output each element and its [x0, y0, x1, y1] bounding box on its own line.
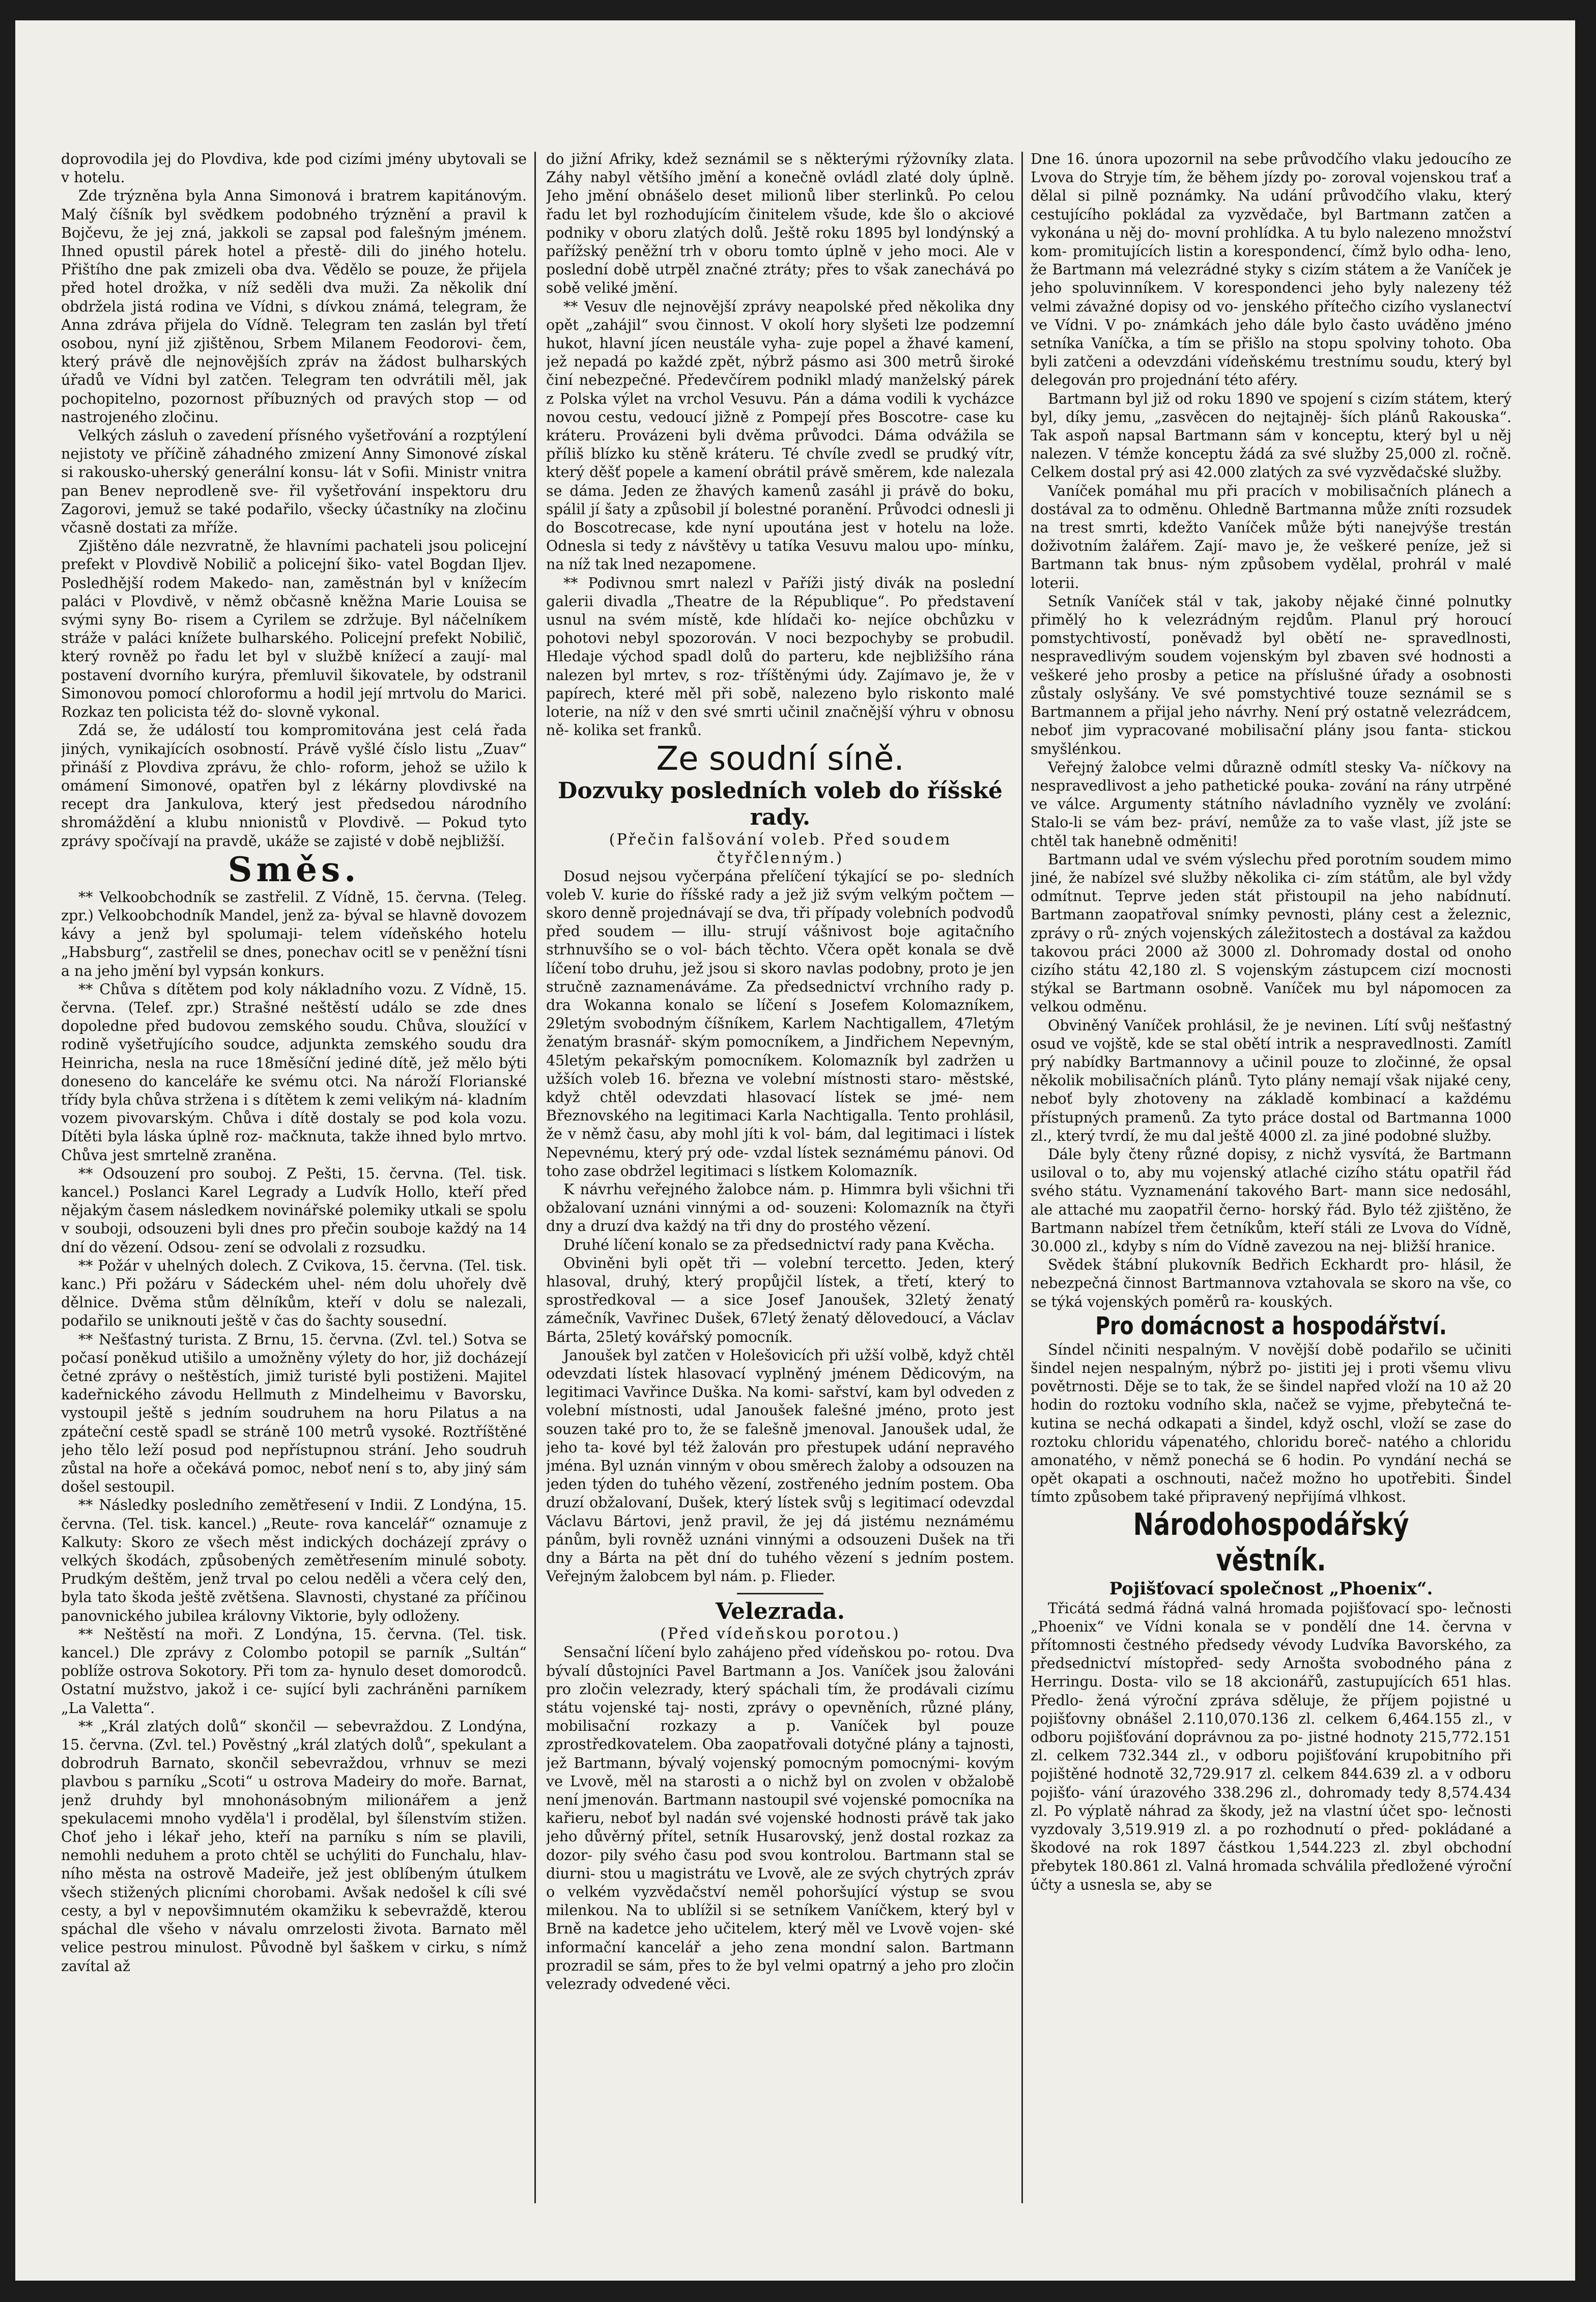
- article-paragraph: ** Požár v uhelných dolech. Z Cvikova, 15. června. (Tel. tisk. kanc.) Při požáru v Sádeckém uhel- ném dolu uhořely dvě dělnice. Dvěma stům dělníkům, kteří v dolu se nalezali, podařilo se uniknouti ještě v čas do šachty sousední.: [61, 1257, 527, 1330]
- column-left: [61, 150, 527, 2212]
- article-paragraph: Setník Vaníček stál v tak, jakoby nějaké činné polnutky přimělý ho k velezrádným rejdům. Planul prý horoucí pomstychtivostí, poněvadž byl obětí ne- spravedlnosti, nespravedlivým soudem vojenským byl zbaven své hodnosti a veškeré jeho prosby a petice na příslušné úřady a osobnosti zůstaly oslyšány. Ve své pomstychtivé touze seznámil se s Bartmannem a přijal jeho návrhy. Není prý ostatně velezrádcem, neboť jim vypracované mobilisační plány jsou fanta- stickou smyšlénkou.: [1031, 593, 1512, 757]
- article-paragraph: K návrhu veřejného žalobce nám. p. Himmra byli všichni tři obžalovaní uznáni vinnými a od- souzeni: Kolomazník na čtyři dny a druzí dva každý na tři dny do prostého vězení.: [546, 1181, 1014, 1235]
- article-headline: Velezrada.: [715, 1598, 845, 1625]
- column-divider: [534, 152, 536, 2203]
- newspaper-page: [15, 20, 1575, 2281]
- article-paragraph: ** Chůva s dítětem pod koly nákladního vozu. Z Vídně, 15. června. (Telef. zpr.) Strašné neštěstí událo se zde dnes dopoledne před budovou zemského soudu. Chůva, sloužící v rodině vyšetřujícího soudce, adjunkta zemského soudu dra Heinricha, nesla na ruce 18měsíční jediné dítě, jež mělo býti doneseno do kanceláře ke svému otci. Na nároží Florianské třídy byla chůva stržena i s dítětem k zemi velikým ná- kladním vozem pivovarským. Chůva i dítě dostaly se pod kola vozu. Dítěti byla láska úplně roz- mačknuta, takže ihned bylo mrtvo. Chůva jest smrtelně zraněna.: [61, 980, 527, 1164]
- article-paragraph: Obviněni byli opět tři — volební tercetto. Jeden, který hlasoval, druhý, který propůjčil lístek, a třetí, který to sprostředkoval — a sice Josef Janoušek, 32letý ženatý zámečník, Vavřinec Dušek, 67letý ženatý dělovedoucí, a Václav Bárta, 25letý kovářský pomocník.: [546, 1254, 1014, 1345]
- article-paragraph: ** Odsouzení pro souboj. Z Pešti, 15. června. (Tel. tisk. kancel.) Poslanci Karel Legrady a Ludvík Hollo, kteří před nějakým časem následkem novinářské polemiky utkali se spolu v souboji, odsouzeni byli dnes pro přečin souboje každý na 14 dní do vězení. Odsou- zení se odvolali z rozsudku.: [61, 1165, 527, 1256]
- separator-rule: [737, 1593, 823, 1594]
- article-paragraph-continued: Dne 16. února upozornil na sebe průvodčího vlaku jedoucího ze Lvova do Stryje tím, že během jízdy po- zoroval vojenskou trať a dělal si pilně poznámky. Na udání průvodčího vlaku, který cestujícího pokládal za vyzvědače, byl Bartmann zatčen a vykonána u něj do- movní prohlídka. A tu bylo nalezeno množství kom- promitujících listin a korespondencí, čímž bylo odha- leno, že Bartmann má velezrádné styky s cizím státem a že Vaníček je jeho spoluvinníkem. V korespondenci jeho byly nalezeny též velmi závažné dopisy od vo- jenského přítečho cizího vyslanectví ve Vídni. V po- známkách jeho dále bylo často uváděno jméno setníka Vaníčka, a tím se přišlo na stopu spolviny tohoto. Oba byli zatčeni a odevzdáni vídeňskému trestnímu soudu, který byl delegován pro projednání této aféry.: [1031, 151, 1512, 389]
- article-paragraph: Svědek štábní plukovník Bedřich Eckhardt pro- hlásil, že nebezpečná činnost Bartmannova vztahovala se skoro na vše, co se týká vojenských poměrů ra- kouských.: [1031, 1256, 1512, 1310]
- article-paragraph: ** Podivnou smrt nalezl v Paříži jistý divák na poslední galerii divadla „Theatre de la République“. Po představení usnul na svém místě, kde hlídači ko- nejíce obchůzku v pohotovi nebyl spozorován. V noci bezpochyby se probudil. Hledaje východ spadl dolů do parteru, kde nejbližšího rána nalezen byl mrtev, s roz- tříštěnými údy. Zajímavo je, že v papírech, které měl při sobě, nalezeno bylo riskonto malé loterie, na níž v den své smrti učinil značnější výhru v obnosu ně- kolika set franků.: [546, 574, 1014, 739]
- article-paragraph: Třicátá sedmá řádná valná hromada pojišťovací spo- lečnosti „Phoenix“ ve Vídni konala se v pondělí dne 14. června v přítomnosti čestného předsedy vévody Ludvíka Bavorského, za předsednictví místopřed- sedy Arnošta svobodného pána z Herringu. Dosta- vilo se 18 akcionářů, zastupujících 651 hlas. Předlo- žená výroční zpráva sděluje, že příjem pojistné u pojišťovny obnášel 2.110,070.136 zl. celkem 6,464.155 zl., v odboru pojišťování doprávnou za po- jistné hodnoty 215,772.151 zl. celkem 732.344 zl., v odboru pojišťování krupobitního při pojištěné hodnotě 32,729.917 zl. celkem 844.639 zl. a v odboru pojišťo- vání úrazového 338.296 zl., dohromady tedy 8,574.434 zl. Po výplatě náhrad za škody, jež na vlastní účet spo- lečnosti vyzdovaly 3,519.919 zl. a po rozhodnutí o před- pokládané a škodové na rok 1897 částkou 1,544.223 zl. zbyl obchodní přebytek 180.861 zl. Valná hromada schválila předložené výroční účty a usnesla se, aby se: [1031, 1599, 1512, 1893]
- article-paragraph: Síndel nčiniti nespalným. V novější době podařilo se učiniti šindel nejen nespalným, nýbrž po- jistiti jej i proti všemu vlivu povětrnosti. Děje se to tak, že se šindel napřed vloží na 10 až 20 hodin do roztoku vodního skla, načež se vyjme, přebytečná te- kutina se nechá odkapati a šindel, když oschl, vloží se zase do roztoku chloridu vápenatého, chloridu boreč- natého a chloridu amonatého, v němž ponechá se 6 hodin. Po vyndání nechá se opět okapati a oschnouti, načež možno ho upotřebiti. Šindel tímto způsobem také připravený nepřijímá vlhkost.: [1031, 1341, 1512, 1506]
- section-heading-household: Pro domácnost a hospodářství.: [1095, 1311, 1447, 1340]
- column-right: [1031, 150, 1512, 2212]
- article-paragraph: Dále byly čteny různé dopisy, z nichž vysvítá, že Bartmann usiloval o to, aby mu vojenský atlaché cizího státu opatřil řád svého státu. Vyznamenání takového Bart- mann sice nedosáhl, ale attaché mu zaopatřil černo- horský řád. Bylo též zjištěno, že Bartmann nabízel třem četníkům, kteří stáli ze Lvova do Vídně, 30.000 zl., kdyby s ním do Vídně zavezou na nej- bližší hranice.: [1031, 1145, 1512, 1255]
- article-paragraph: ** Velkoobchodník se zastřelil. Z Vídně, 15. června. (Teleg. zpr.) Velkoobchodník Mandel, jenž za- býval se hlavně dovozem kávy a jenž byl spolumaji- telem vídeňského hotelu „Habsburg“, zastřelil se dnes, ponechav ocitl se v peněžní tísni a na jeho jmění byl vypsán konkurs.: [61, 888, 527, 979]
- article-paragraph: Zjištěno dále nezvratně, že hlavními pachateli jsou policejní prefekt v Plovdivě Nobilič a policejní šiko- vatel Bogdan Iljev. Posledhější rodem Makedo- nan, zaměstnán byl v knížecím paláci v Plovdivě, v němž občasně kněžna Marie Louisa se svými syny Bo- risem a Cyrilem se zdržuje. Byl náčelníkem stráže v paláci knížete bulharského. Policejní prefekt Nobilič, který rovněž po řadu let byl v službě knížecí a zaují- mal postavení dvorního kurýra, přemluvil šikovatele, by odstranil Simonovou pomocí chloroformu a hodil její mrtvolu do Marici. Rozkaz ten policista též do- slovně vykonal.: [61, 538, 527, 721]
- article-paragraph: ** Neštěstí na moři. Z Londýna, 15. června. (Tel. tisk. kancel.) Dle zprávy z Colombo potopil se parník „Sultán“ poblíže ostrova Sokotory. Při tom za- hynulo deset domorodců. Ostatní mužstvo, jakož i ce- sující byli zachráněni parníkem „La Valetta“.: [61, 1625, 527, 1717]
- article-paragraph-continued: do jižní Afriky, kdež seznámil se s některými rýžovníky zlata. Záhy nabyl většího jmění a konečně ovládl zlaté doly úplně. Jeho jmění obnášelo deset milionů liber sterlinků. Po celou řadu let byl rozhodujícím činitelem všude, kde šlo o akciové podniky v oboru zlatých dolů. Ještě roku 1895 byl londýnský a pařížský peněžní trh v oboru tomto úplně v jeho moci. Ale v poslední době utrpěl značné ztráty; přes to však zanechává po sobě veliké jmění.: [546, 151, 1014, 297]
- article-subheading: (Před vídeňskou porotou.): [660, 1625, 900, 1643]
- article-headline: Pojišťovací společnost „Phoenix“.: [1109, 1578, 1433, 1599]
- column-divider: [1021, 152, 1023, 2203]
- article-paragraph: Bartmann byl již od roku 1890 ve spojení s cizím státem, který byl, díky jemu, „zasvěcen do nejtajněj- ších plánů Rakouska“. Tak aspoň napsal Bartmann sám v konceptu, který byl u něj nalezen. V témže konceptu žádá za své služby 25,000 zl. ročně. Celkem dostal prý asi 42.000 zlatých za své vyzvědačské služby.: [1031, 390, 1512, 481]
- article-subheading: (Přečin falšování voleb. Před soudem čtyřčlenným.): [609, 830, 952, 867]
- section-heading-smes: Směs.: [227, 849, 360, 889]
- article-paragraph: ** „Král zlatých dolů“ skončil — sebevraždou. Z Londýna, 15. června. (Zvl. tel.) Pověstný „král zlatých dolů“, spekulant a dobrodruh Barnato, skončil sebevraždou, vrhnuv se mezi plavbou s parníku „Scoti“ u ostrova Madeiry do moře. Barnat, jenž druhdy byl mnohonásobným milionářem a jenž spekulacemi mnoho vyděla'l i prodělal, byl šílenstvím stižen. Choť jeho i lékař jeho, kteří na parníku s ním se plavili, nemohli neduhem a proto chtěl se uchýliti do Funchalu, hlav- ního města na ostrově Madeiře, jež jest oblíbeným útulkem všech stižených plicními chorobami. Avšak nedošel k cíli své cesty, a byl v nepovšimnutém okamžiku k sebevraždě, kterou spáchal dle všeho v návalu omrzelosti života. Barnato měl velice pestrou minulost. Původně byl šaškem v cirku, s nímž zavítal až: [61, 1718, 527, 1975]
- article-paragraph: ** Následky posledního zemětřesení v Indii. Z Londýna, 15. června. (Tel. tisk. kancel.) „Reute- rova kancelář“ oznamuje z Kalkuty: Skoro ze všech měst indických docházejí zprávy o velkých škodách, způsobených zemětřesením minulé soboty. Prudkým deštěm, jenž trval po celou neděli a včera celý den, byla tato škoda ještě zvětšena. Slavnosti, chystané za příčinou panovnického jubilea královny Viktorie, byly odloženy.: [61, 1497, 527, 1624]
- article-paragraph-continued: doprovodila jej do Plovdiva, kde pod cizími jmény ubytovali se v hotelu.: [61, 151, 527, 186]
- article-paragraph: Zdá se, že událostí tou kompromitována jest celá řada jiných, vynikajících osobností. Právě vyšlé číslo listu „Zuav“ přináší z Plovdiva zprávu, že chlo- roform, jehož se užilo k omámení Simonové, opatřen byl z lékárny plovdivské na recept dra Jankulova, který jest předsedou národního shromáždění a klubu nnionistů v Plovdivě. — Pokud tyto zprávy spočívají na pravdě, ukáže se zajisté v době nejbližší.: [61, 722, 527, 850]
- article-paragraph: Veřejný žalobce velmi důrazně odmítl stesky Va- níčkovy na nespravedlivost a jeho pathetické pouka- zování na rány utrpěné ve válce. Argumenty státního návladního vyzněly ve zvolání: Stalo-li se vám bez- práví, nemůže za to vaše vlast, jíž jste se chtěl tak hanebně odměniti!: [1031, 759, 1512, 850]
- article-paragraph: Obviněný Vaníček prohlásil, že je nevinen. Lítí svůj nešťastný osud ve vojště, kde se stal obětí intrik a nespravedlnosti. Zamítl prý nabídky Bartmannovy a učinil pouze to zločinné, že opsal několik mobilisačních plánů. Tyto plány nemají však nijaké ceny, neboť byly zhotoveny na základě kombinací a každému přístupných pramenů. Za tyto práce dostal od Bartmanna 1000 zl., který tvrdí, že mu dal ještě 4000 zl. za jiné podobné služby.: [1031, 1017, 1512, 1144]
- article-paragraph: Sensační líčení bylo zahájeno před vídeňskou po- rotou. Dva bývalí důstojníci Pavel Bartmann a Jos. Vaníček jsou žalováni pro zločin velezrady, který spáchali tím, že prodávali cizímu státu vojenské taj- nosti, zprávy o opevněních, různé plány, mobilisační rozkazy a p. Vaníček byl pouze zprostředkovatelem. Oba zaopatřovali dotyčné plány a tajnosti, jež Bartmann, bývalý vojenský pomocným pomocnými- kovým ve Lvově, měl na starosti a o nichž byl on zvolen v obžalobě není jmenován. Bartmann nastoupil své vojenské pomocníka na kařieru, neboť byl nadán své vojenské hodnosti právě tak jako jeho důvěrný přítel, setník Husarovský, jenž dostal rozkaz za dozor- pily svého času pod svou kontrolou. Bartmann stal se diurni- stou u magistrátu ve Lvově, ale ze svých chytrých zpráv o velkém vyzvědačství neměl pohoršující výstup se svou milenkou. Na to ublížil si se setníkem Vaníčkem, který byl v Brně na kadetce jeho učitelem, který měl ve Lvově vojen- ské informační kancelář a jeho zena mondní salon. Bartmann prozradil se sám, přes to že byl velmi opatrný a jeho pro zločin velezrady odvedené věci.: [546, 1644, 1014, 1993]
- article-paragraph: Janoušek byl zatčen v Holešovicích při užší volbě, když chtěl odevzdati lístek hlasovací vyplněný jménem Dědicovým, na legitimaci Vavřince Duška. Na komi- sařství, kam byl odveden z volební místnosti, udal Janoušek falešné jméno, proto jest souzen také pro to, že se falešně jmenoval. Janoušek udal, že jeho ta- kové byl též žalován pro přestupek udání nepravého jména. Byl uznán vinným v obou směrech žaloby a odsouzen na jeden týden do tuhého vězení, zostřeného jedním postem. Oba druzí obžalovaní, Dušek, který lístek svůj s legitimací odevzdal Václavu Bártovi, jenž pravil, že jej dá jistému neznámému pánům, byli rovněž uznáni vinnými a odsouzeni Dušek na tři dny a Bárta na pět dní do tuhého vězení s jedním postem. Veřejným žalobcem byl nám. p. Flieder.: [546, 1346, 1014, 1585]
- article-paragraph: Velkých zásluh o zavedení přísného vyšetřování a rozptýlení nejistoty ve příčině záhadného zmizení Anny Simonové získal si rakousko-uherský generální konsu- lát v Sofii. Ministr vnitra pan Benev neprodleně sve- řil vyšetřování inspektoru dru Zagorovi, jemuž se také podařilo, všecky účastníky na zločinu včasně dostati za mříže.: [61, 427, 527, 537]
- article-paragraph: Vaníček pomáhal mu při pracích v mobilisačních plánech a dostával za to odměnu. Ohledně Bartmanna může zníti rozsudek na trest smrti, kdežto Vaníček může býti nanejvýše trestán doživotním žalářem. Zají- mavo je, že veškeré peníze, jež si Bartmann tak bnus- ným způsobem vydělal, prohrál v malé loterii.: [1031, 482, 1512, 592]
- section-heading-court: Ze soudní síně.: [656, 740, 904, 778]
- article-paragraph: Dosud nejsou vyčerpána přelíčení týkající se po- sledních voleb V. kurie do říšské rady a jež již svým velkým počtem — skoro denně projednávají se dva, tři případy volebních podvodů před soudem — illu- strují vášnivost boje agitačního strhnuvšího se o vol- bách těchto. Včera opět konala se dvě líčení tobo druhu, jež jsou si skoro navlas podobny, proto je jen stručně zaznamenáváme. Za předsednictví vrchního rady p. dra Wokanna konalo se líčení s Josefem Kolomazníkem, 29letým svobodným číšníkem, Karlem Nachtigallem, 47letým ženatým brasnář- ským pomocníkem, a Jindřichem Nepevným, 45letým pekařským pomocníkem. Kolomazník byl zadržen u užších voleb 16. března ve volební místnosti staro- městské, když chtěl odevzdati hlasovací lístek se jmé- nem Březnovského na legitimaci Karla Nachtigalla. Tento prohlásil, že v němž času, aby mohl jíti k vol- bám, dal legitimaci i lístek Nepevnému, který prý ode- vzdal lístek seznámému pánovi. Od toho zase obdržel legitimaci s lístkem Kolomazník.: [546, 867, 1014, 1180]
- article-paragraph: ** Vesuv dle nejnovější zprávy neapolské před několika dny opět „zahájil“ svou činnost. V okolí hory slyšeti lze podzemní hukot, hlavní jícen neustále vyha- zuje popel a žhavé kamení, jež nepadá po každé zpět, nýbrž pásmo asi 300 metrů široké činí nebezpečné. Předevčírem podnikl mladý manželský párek z Polska výlet na vrchol Vesuvu. Pán a dáma vodili k vycházce novou cestu, vedoucí jižně z Pompejí přes Boscotre- case ku kráteru. Provázeni byli dvěma průvodci. Dáma odvážila se příliš blízko ku stěně kráteru. Té chvíle zvedl se prudký vítr, který děšť popele a kamení obrátil právě směrem, kde nalezala se dáma. Jeden ze žhavých kamenů zasáhl ji právě do boku, spálil jí šaty a způsobil jí bolestné poranění. Průvodci odnesli ji do Boscotrecase, kde nyní upoutána jest v hotelu na lože. Odnesla si tedy z návštěvy u tatíka Vesuvu malou upo- mínku, na níž tak lned nezapomene.: [546, 298, 1014, 573]
- article-headline: Dozvuky posledních voleb do říšské rady.: [558, 777, 1003, 830]
- column-middle: [546, 150, 1014, 2212]
- article-paragraph: Druhé líčení konalo se za předsednictví rady pana Kvěcha.: [563, 1236, 995, 1253]
- section-heading-economy: Národohospodářský věstník.: [1133, 1506, 1409, 1578]
- article-paragraph: Zde trýzněna byla Anna Simonová i bratrem kapitánovým. Malý číšník byl svědkem podobného trýznění a pravil k Bojčevu, že jej zná, jakkoli se zapsal pod falešným jménem. Ihned opustil párek hotel a přestě- dili do jiného hotelu. Přištího dne pak zmizeli oba dva. Vědělo se pouze, že přijela před hotel drožka, v níž seděli dva muži. Za několik dní obdržela jistá rodina ve Vídni, s dívkou známá, telegram, že Anna zdráva přijela do Vídně. Telegram ten zaslán byl třetí osobou, nyní již zjištěnou, Srbem Milanem Feodorovi- čem, který právě dle nejnovějších zpráv na žádost bulharských úřadů ve Vídni byl zatčen. Telegram ten odvrátili měl, jak pochopitelno, pozornost příbuzných od pravých stop — od nastrojeného zločinu.: [61, 187, 527, 426]
- article-paragraph: ** Nešťastný turista. Z Brnu, 15. června. (Zvl. tel.) Sotva se počasí poněkud utišilo a umožněny výlety do hor, již docházejí četné zprávy o neštěstích, jimiž turisté byli postiženi. Majitel kadeřnického závodu Hellmuth z Mindelheimu v Bavorsku, vystoupil ještě s jedním soudruhem na horu Pilatus a na zpáteční cestě spadl se stráně 100 metrů vysoké. Roztříštěné jeho tělo leží posud pod nepřístupnou strání. Jeho soudruh zůstal na hoře a očekává pomoc, neboť není s to, aby jiný sám došel sestoupil.: [61, 1331, 527, 1496]
- article-paragraph: Bartmann udal ve svém výslechu před porotním soudem mimo jiné, že nabízel své služby několika ci- zím státům, ale byl vždy odmítnut. Teprve jeden stát přistoupil na jeho nabídnutí. Bartmann zaopatřoval snímky pevnosti, plány cest a železnic, zprávy o rů- zných vojenských záležitostech a dostával za každou takovou práci 2000 až 3000 zl. Dohromady dostal od onoho cizího státu 42,180 zl. S vojenským zástupcem cizí mocnosti stýkal se Bartmann osobně. Vaníček mu byl nápomocen za velkou odměnu.: [1031, 851, 1512, 1016]
